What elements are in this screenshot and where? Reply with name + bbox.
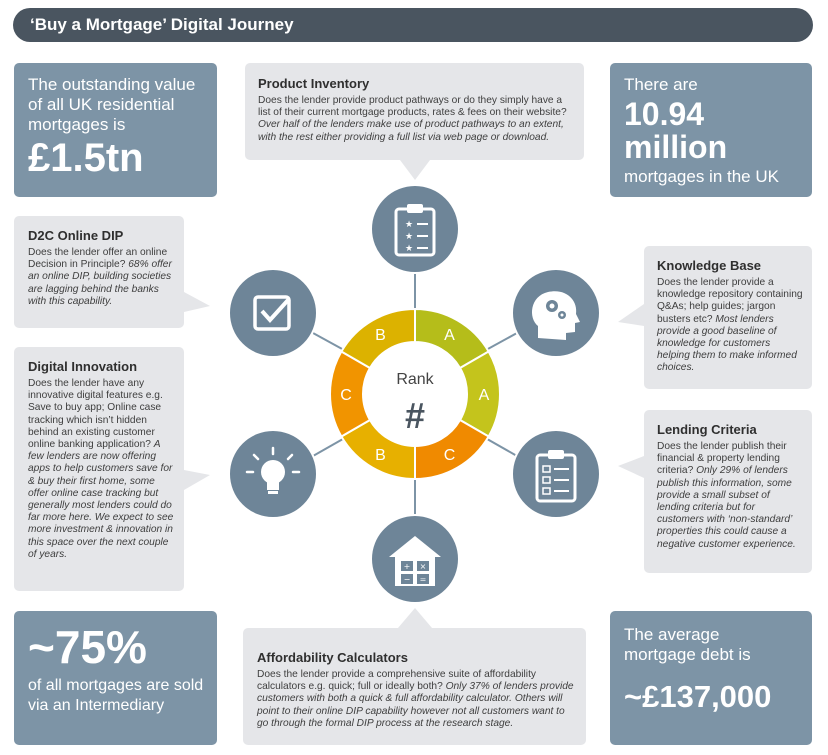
box-text: Does the lender offer an online Decision in Principle? bbox=[28, 247, 168, 271]
ring-grade-label: C bbox=[340, 387, 352, 404]
stat-value: £1.5tn bbox=[28, 136, 144, 180]
callout-pointer bbox=[398, 608, 432, 628]
svg-text:★: ★ bbox=[405, 232, 414, 242]
box-heading: Digital Innovation bbox=[28, 359, 138, 374]
ring-grade-label: B bbox=[375, 446, 386, 464]
stat-value: million bbox=[624, 129, 728, 165]
box-d2c-dip bbox=[14, 216, 184, 328]
stat-line: mortgages is bbox=[28, 115, 126, 134]
box-text: Does the lender provide product pathways or do they simply have a list of their current mortgage products, rates & fees on their website? bbox=[258, 95, 567, 119]
stat-line: The outstanding value bbox=[28, 75, 196, 94]
box-heading: Affordability Calculators bbox=[257, 650, 408, 665]
stat-line: There are bbox=[624, 75, 698, 94]
svg-text:−: − bbox=[403, 575, 411, 584]
box-heading: Product Inventory bbox=[258, 76, 370, 91]
box-text: Does the lender provide a comprehensive suite of affordability calculators e.g. quick; full or ideally both? bbox=[257, 669, 536, 693]
box-italic-text: Only 37% of lenders provide customers with both a quick & full affordability calculator. Others will point to their online DIP capability however not all customers want to go through the formal DIP process at the research stage. bbox=[257, 681, 574, 729]
svg-text:×: × bbox=[419, 562, 427, 571]
callout-pointer bbox=[184, 292, 210, 312]
stat-line: mortgages in the UK bbox=[624, 167, 779, 186]
box-product-inventory bbox=[245, 63, 584, 160]
box-heading: Lending Criteria bbox=[657, 422, 757, 437]
ring-grade-label: B bbox=[375, 327, 386, 345]
stat-line: of all UK residential bbox=[28, 95, 175, 114]
box-italic-text: 68% offer an online DIP, building societies are lagging behind the banks with this capability. bbox=[28, 259, 172, 307]
box-italic-text: Only 29% of lenders publish this information, some provide a small subset of lending criteria but for customers with ‘non-standard’ properties this could cause a negative customer experience. bbox=[657, 465, 796, 550]
box-text: Does the lender provide a knowledge repository containing Q&As; help guides; jargon busters etc? bbox=[657, 277, 803, 325]
box-lending-criteria bbox=[644, 410, 812, 573]
clipboard-checks-icon bbox=[537, 450, 575, 501]
box-heading: D2C Online DIP bbox=[28, 228, 124, 243]
box-heading: Knowledge Base bbox=[657, 258, 762, 273]
stat-value: ~75% bbox=[28, 621, 147, 673]
box-affordability bbox=[243, 628, 586, 745]
box-digital-innovation bbox=[14, 347, 184, 591]
rank-label: Rank bbox=[396, 371, 434, 388]
node-d2c-dip bbox=[229, 269, 317, 357]
stat-value: ~£137,000 bbox=[624, 679, 772, 714]
node-affordability bbox=[371, 515, 459, 603]
stat-line: mortgage debt is bbox=[624, 645, 751, 664]
box-italic-text: Over half of the lenders make use of product pathways to an extent, with the rest either providing a full list via web page or download. bbox=[258, 119, 564, 143]
stat-line: The average bbox=[624, 625, 720, 644]
callout-pointer bbox=[618, 304, 644, 326]
box-italic-text: A few lenders are now offering apps to help customers save for & buy their first home, some offer online case tracking but generally most lenders could do far more here. We expect to see more investment & innovation in this space over the next couple of years. bbox=[28, 439, 174, 560]
page-title: ‘Buy a Mortgage’ Digital Journey bbox=[13, 8, 813, 42]
node-lending-criteria bbox=[512, 430, 600, 518]
ring-grade-label: A bbox=[444, 327, 455, 345]
node-knowledge-base bbox=[512, 269, 600, 357]
rank-symbol: # bbox=[404, 395, 426, 436]
stat-line: of all mortgages are sold bbox=[28, 677, 204, 694]
callout-pointer bbox=[618, 456, 644, 478]
checklist-clipboard-icon bbox=[396, 204, 434, 255]
box-text: Does the lender publish their financial & property lending criteria? bbox=[657, 441, 787, 477]
svg-text:★: ★ bbox=[405, 220, 414, 230]
ring-grade-label: C bbox=[443, 446, 456, 464]
callout-pointer bbox=[400, 160, 430, 180]
box-knowledge-base bbox=[644, 246, 812, 389]
box-text: Does the lender have any innovative digital features e.g. Save to buy app; Online case tracking which isn’t hidden behind an existing customer online banking application? bbox=[28, 378, 163, 451]
svg-text:★: ★ bbox=[405, 244, 414, 254]
ring-grade-label: A bbox=[478, 387, 490, 404]
stat-line: via an Intermediary bbox=[28, 697, 165, 714]
callout-pointer bbox=[184, 470, 210, 490]
stat-value: 10.94 bbox=[624, 96, 705, 132]
svg-text:+: + bbox=[403, 562, 411, 571]
node-digital-innovation bbox=[229, 430, 317, 518]
node-product-inventory bbox=[371, 185, 459, 273]
box-italic-text: Most lenders provide a good baseline of knowledge for customers helping them to make informed choices. bbox=[657, 313, 797, 374]
svg-text:=: = bbox=[419, 575, 427, 584]
